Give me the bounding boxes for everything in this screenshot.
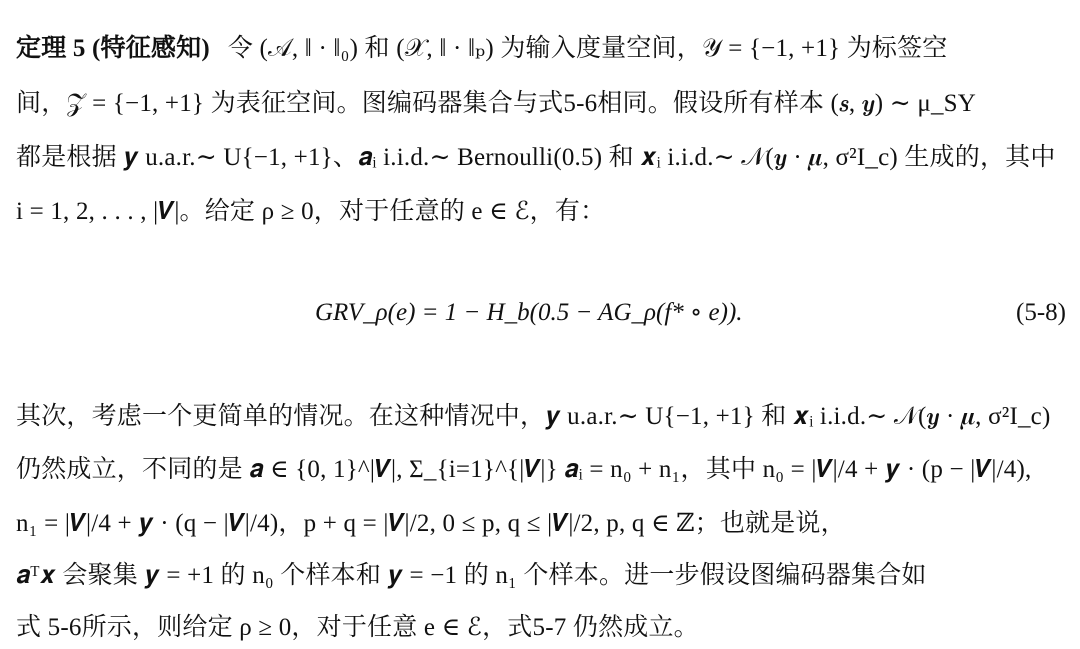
- theorem-line-2: 间，𝒵 = {−1, +1} 为表征空间。图编码器集合与式5-6相同。假设所有样本 (𝒔, 𝒚) ∼ μ_SY: [16, 90, 977, 117]
- paragraph-line-3: n₁ = |𝑽|/4 + 𝒚 · (q − |𝑽|/4)，p + q = |𝑽|/2, 0 ≤ p, q ≤ |𝑽|/2, p, q ∈ ℤ；也就是说，: [16, 510, 846, 537]
- theorem-line-1: [16, 34, 1066, 64]
- equation-body: GRV_ρ(e) = 1 − H_b(0.5 − AG_ρ(f* ∘ e)).: [315, 299, 743, 326]
- display-equation: [0, 296, 1080, 330]
- theorem-text-1: 令 (𝒜, ‖ · ‖₀) 和 (𝒳, ‖ · ‖ₚ) 为输入度量空间，𝒴 = {−1, +1} 为标签空: [227, 35, 948, 62]
- paragraph-line-4: 𝒂ᵀ𝒙 会聚集 𝒚 = +1 的 n₀ 个样本和 𝒚 = −1 的 n₁ 个样本。进一步假设图编码器集合如: [16, 562, 927, 589]
- paragraph-line-5: 式 5-6所示，则给定 ρ ≥ 0，对于任意 e ∈ ℰ，式5-7 仍然成立。: [16, 614, 699, 641]
- equation-number: (5-8): [1016, 299, 1066, 326]
- theorem-line-4: i = 1, 2, . . . , |𝑽|。给定 ρ ≥ 0，对于任意的 e ∈ ℰ，有：: [16, 198, 606, 225]
- theorem-line-3: 都是根据 𝒚 u.a.r.∼ U{−1, +1}、𝒂ᵢ i.i.d.∼ Bernoulli(0.5) 和 𝒙ᵢ i.i.d.∼ 𝒩(𝒚 · 𝝁, σ²I_c) 生成的，其中: [16, 144, 1056, 171]
- paragraph-line-2: 仍然成立，不同的是 𝒂 ∈ {0, 1}^|𝑽|, Σ_{i=1}^{|𝑽|} 𝒂ᵢ = n₀ + n₁，其中 n₀ = |𝑽|/4 + 𝒚 · (p − |𝑽|/4),: [16, 456, 1032, 483]
- paragraph-line-1: 其次，考虑一个更简单的情况。在这种情况中，𝒚 u.a.r.∼ U{−1, +1} 和 𝒙ᵢ i.i.d.∼ 𝒩(𝒚 · 𝝁, σ²I_c): [16, 403, 1051, 430]
- theorem-label: 定理 5 (特征感知): [16, 35, 210, 62]
